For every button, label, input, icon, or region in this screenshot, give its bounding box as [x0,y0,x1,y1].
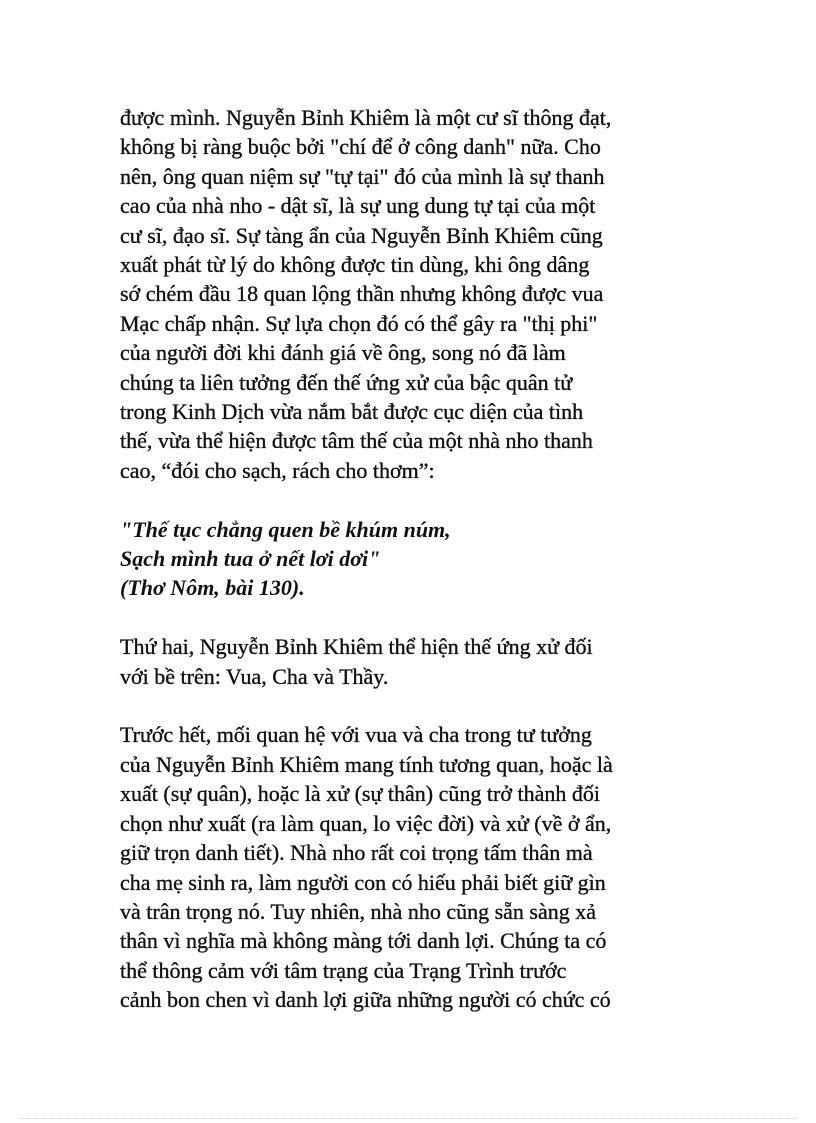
paragraph-1 [120,103,710,485]
text-line: cha mẹ sinh ra, làm người con có hiếu phải biết giữ gìn [120,869,606,895]
text-line: và trân trọng nó. Tuy nhiên, nhà nho cũng sẵn sàng xả [120,898,596,924]
text-line: xuất phát từ lý do không được tin dùng, khi ông dâng [120,252,590,278]
text-line: thân vì nghĩa mà không màng tới danh lợi. Chúng ta có [120,928,607,954]
text-line: thể thông cảm với tâm trạng của Trạng Trình trước [120,957,567,983]
text-line: với bề trên: Vua, Cha và Thầy. [120,663,389,689]
paragraph-spacer [120,485,710,514]
text-line: giữ trọn danh tiết). Nhà nho rất coi trọng tấm thân mà [120,840,593,866]
text-line: chọn như xuất (ra làm quan, lo việc đời) và xử (về ở ẩn, [120,810,612,836]
poem-quote [120,515,710,603]
text-line: chúng ta liên tưởng đến thế ứng xử của bậc quân tử [120,369,573,395]
text-line: nên, ông quan niệm sự "tự tại" đó của mình là sự thanh [120,163,605,189]
text-line: Thứ hai, Nguyễn Bỉnh Khiêm thể hiện thế ứng xử đối [120,634,593,660]
text-line: Mạc chấp nhận. Sự lựa chọn đó có thể gây ra "thị phi" [120,310,598,336]
text-line: cao của nhà nho - dật sĩ, là sự ung dung tự tại của một [120,193,596,219]
poem-line: "Thế tục chẳng quen bề khúm núm, [120,516,451,542]
text-line: sớ chém đầu 18 quan lộng thần nhưng không được vua [120,281,604,307]
text-line: không bị ràng buộc bởi "chí để ở công danh" nữa. Cho [120,134,601,160]
paragraph-spacer [120,603,710,632]
text-line: cao, “đói cho sạch, rách cho thơm”: [120,457,435,483]
document-body [120,103,710,1015]
text-line: của người đời khi đánh giá về ông, song nó đã làm [120,340,566,366]
text-line: Trước hết, mối quan hệ với vua và cha trong tư tưởng [120,722,592,748]
text-line: được mình. Nguyễn Bỉnh Khiêm là một cư sĩ thông đạt, [120,105,612,130]
paragraph-3 [120,720,710,1014]
text-line: cảnh bon chen vì danh lợi giữa những người có chức có [120,987,611,1013]
paragraph-spacer [120,691,710,720]
text-line: thế, vừa thể hiện được tâm thế của một nhà nho thanh [120,428,593,454]
paragraph-2 [120,632,710,691]
poem-citation: (Thơ Nôm, bài 130). [120,575,305,601]
page-bottom-divider [20,1118,796,1119]
poem-line: Sạch mình tua ở nết lơi dơi" [120,546,381,572]
text-line: xuất (sự quân), hoặc là xử (sự thân) cũng trở thành đối [120,781,600,807]
text-line: cư sĩ, đạo sĩ. Sự tàng ẩn của Nguyễn Bỉnh Khiêm cũng [120,222,603,248]
text-line: của Nguyễn Bỉnh Khiêm mang tính tương quan, hoặc là [120,751,613,777]
text-line: trong Kinh Dịch vừa nắm bắt được cục diện của tình [120,399,584,425]
